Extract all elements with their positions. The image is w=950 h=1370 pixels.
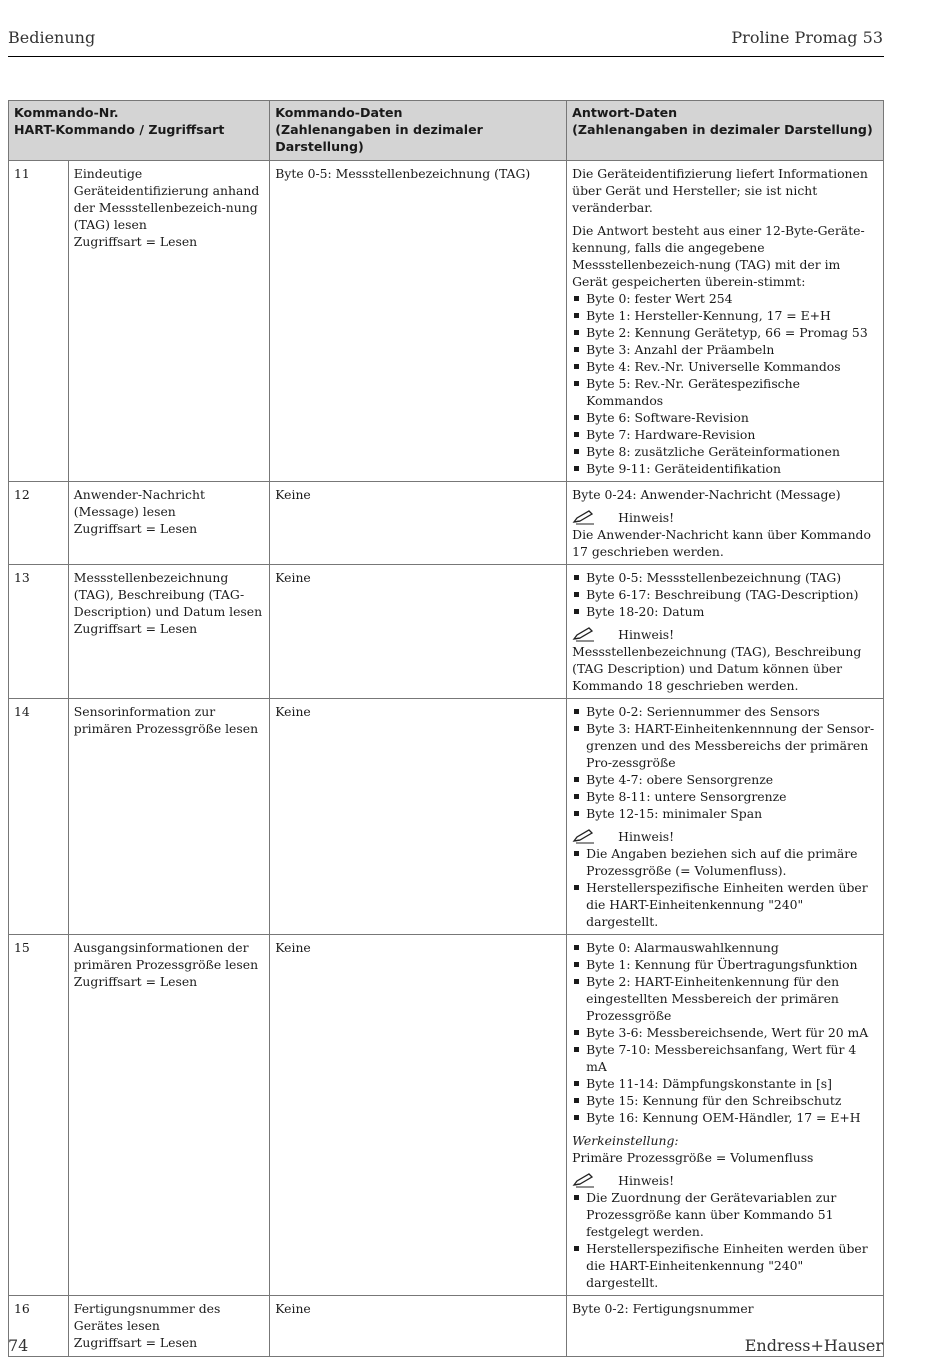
list-item: Byte 5: Rev.-Nr. Gerätespezifische Kommandos <box>572 375 878 409</box>
list-item: Herstellerspezifische Einheiten werden über die HART-Einheitenkennung "240" dargestellt. <box>572 1240 878 1291</box>
pencil-note-icon <box>572 626 618 643</box>
table-row <box>9 565 884 699</box>
factory-setting-label: Werkeinstellung: <box>572 1133 679 1148</box>
command-data: Keine <box>270 1296 567 1357</box>
response-data: Die Geräteidentifizierung liefert Informationen über Gerät und Hersteller; sie ist nicht veränderbar. Die Antwort besteht aus einer 12-Byte-Geräte-kennung, falls die angegebene Messstellenbezeich-nung (TAG) mit der im Gerät gespeicherten überein-stimmt: Byte 0: fester Wert 254 Byte 1: Hersteller-Kennung, 17 = E+H Byte 2: Kennung Gerätetyp, 66 = Promag 53 Byte 3: Anzahl der Präambeln Byte 4: Rev.-Nr. Universelle Kommandos Byte 5: Rev.-Nr. Gerätespezifische Kommandos Byte 6: Software-Revision Byte 7: Hardware-Revision Byte 8: zusätzliche Geräteinformationen Byte 9-11: Geräteidentifikation <box>567 161 884 482</box>
response-data <box>567 699 884 935</box>
bullet-list <box>572 703 878 822</box>
list-item: Die Angaben beziehen sich auf die primäre Prozessgröße (= Volumenfluss). <box>572 845 878 879</box>
list-item: Byte 7-10: Messbereichsanfang, Wert für 4 mA <box>572 1041 878 1075</box>
command-number: 14 <box>9 699 69 935</box>
command-number: 15 <box>9 935 69 1296</box>
command-data: Keine <box>270 935 567 1296</box>
header-response-data: Antwort-Daten (Zahlenangaben in dezimaler Darstellung) <box>567 101 884 161</box>
command-description: Ausgangsinformationen der primären Prozessgröße lesen Zugriffsart = Lesen <box>68 935 269 1296</box>
list-item: Byte 0: fester Wert 254 <box>572 290 878 307</box>
list-item: Byte 16: Kennung OEM-Händler, 17 = E+H <box>572 1109 878 1126</box>
list-item: Herstellerspezifische Einheiten werden über die HART-Einheitenkennung "240" dargestellt. <box>572 879 878 930</box>
list-item: Byte 12-15: minimaler Span <box>572 805 878 822</box>
command-data: Keine <box>270 482 567 565</box>
factory-setting-value: Primäre Prozessgröße = Volumenfluss <box>572 1150 814 1165</box>
note-heading: Hinweis! <box>572 1172 878 1189</box>
list-item: Byte 2: Kennung Gerätetyp, 66 = Promag 53 <box>572 324 878 341</box>
response-data: Byte 0-2: Fertigungsnummer <box>567 1296 884 1357</box>
command-number: 12 <box>9 482 69 565</box>
list-item: Byte 1: Hersteller-Kennung, 17 = E+H <box>572 307 878 324</box>
list-item: Byte 1: Kennung für Übertragungsfunktion <box>572 956 878 973</box>
table-row <box>9 161 884 482</box>
note-heading: Hinweis! <box>572 509 878 526</box>
list-item: Byte 9-11: Geräteidentifikation <box>572 460 878 477</box>
command-data: Byte 0-5: Messstellenbezeichnung (TAG) <box>270 161 567 482</box>
bullet-list <box>572 939 878 1126</box>
response-data: Byte 0-5: Messstellenbezeichnung (TAG) Byte 6-17: Beschreibung (TAG-Description) Byte 18-20: Datum Hinweis! Messstellenbezeichnung (TAG), Beschreibung (TAG Description) und Datum können über Kommando 18 geschrieben werden. <box>567 565 884 699</box>
note-heading: Hinweis! <box>572 828 878 845</box>
list-item: Byte 11-14: Dämpfungskonstante in [s] <box>572 1075 878 1092</box>
header-rule <box>8 56 884 57</box>
list-item: Byte 8: zusätzliche Geräteinformationen <box>572 443 878 460</box>
list-item: Byte 6: Software-Revision <box>572 409 878 426</box>
command-number: 11 <box>9 161 69 482</box>
command-data: Keine <box>270 565 567 699</box>
list-item: Byte 3: Anzahl der Präambeln <box>572 341 878 358</box>
hart-command-table <box>8 100 884 1357</box>
list-item: Byte 0: Alarmauswahlkennung <box>572 939 878 956</box>
response-data <box>567 935 884 1296</box>
note-bullet-list <box>572 845 878 930</box>
table-row <box>9 935 884 1296</box>
list-item: Byte 4: Rev.-Nr. Universelle Kommandos <box>572 358 878 375</box>
list-item: Byte 0-5: Messstellenbezeichnung (TAG) <box>572 569 878 586</box>
command-description: Anwender-Nachricht (Message) lesen Zugriffsart = Lesen <box>68 482 269 565</box>
note-heading: Hinweis! <box>572 626 878 643</box>
header-command-number: Kommando-Nr. HART-Kommando / Zugriffsart <box>9 101 270 161</box>
list-item: Byte 7: Hardware-Revision <box>572 426 878 443</box>
list-item: Byte 6-17: Beschreibung (TAG-Description) <box>572 586 878 603</box>
list-item: Die Zuordnung der Gerätevariablen zur Prozessgröße kann über Kommando 51 festgelegt werden. <box>572 1189 878 1240</box>
running-header-product: Proline Promag 53 <box>731 28 883 47</box>
page-number: 74 <box>8 1336 29 1355</box>
list-item: Byte 3: HART-Einheitenkennnung der Sensor-grenzen und des Messbereichs der primären Pro-zessgröße <box>572 720 878 771</box>
command-description: Messstellenbezeichnung (TAG), Beschreibung (TAG-Description) und Datum lesen Zugriffsart = Lesen <box>68 565 269 699</box>
list-item: Byte 4-7: obere Sensorgrenze <box>572 771 878 788</box>
note-bullet-list <box>572 1189 878 1291</box>
list-item: Byte 3-6: Messbereichsende, Wert für 20 mA <box>572 1024 878 1041</box>
command-data: Keine <box>270 699 567 935</box>
command-description: Eindeutige Geräteidentifizierung anhand der Messstellenbezeich-nung (TAG) lesen Zugriffsart = Lesen <box>68 161 269 482</box>
list-item: Byte 2: HART-Einheitenkennung für den eingestellten Messbereich der primären Prozessgröße <box>572 973 878 1024</box>
header-command-data: Kommando-Daten (Zahlenangaben in dezimaler Darstellung) <box>270 101 567 161</box>
table-row <box>9 699 884 935</box>
footer-brand: Endress+Hauser <box>744 1336 883 1355</box>
command-description: Sensorinformation zur primären Prozessgröße lesen <box>68 699 269 935</box>
list-item: Byte 8-11: untere Sensorgrenze <box>572 788 878 805</box>
table-row <box>9 482 884 565</box>
bullet-list <box>572 290 878 477</box>
command-number: 13 <box>9 565 69 699</box>
pencil-note-icon <box>572 509 618 526</box>
pencil-note-icon <box>572 828 618 845</box>
running-header-section: Bedienung <box>8 28 96 47</box>
pencil-note-icon <box>572 1172 618 1189</box>
command-description: Fertigungsnummer des Gerätes lesen Zugriffsart = Lesen <box>68 1296 269 1357</box>
response-data: Byte 0-24: Anwender-Nachricht (Message) Hinweis! Die Anwender-Nachricht kann über Kommando 17 geschrieben werden. <box>567 482 884 565</box>
table-header-row <box>9 101 884 161</box>
list-item: Byte 18-20: Datum <box>572 603 878 620</box>
bullet-list <box>572 569 878 620</box>
command-number: 16 <box>9 1296 69 1357</box>
list-item: Byte 0-2: Seriennummer des Sensors <box>572 703 878 720</box>
list-item: Byte 15: Kennung für den Schreibschutz <box>572 1092 878 1109</box>
